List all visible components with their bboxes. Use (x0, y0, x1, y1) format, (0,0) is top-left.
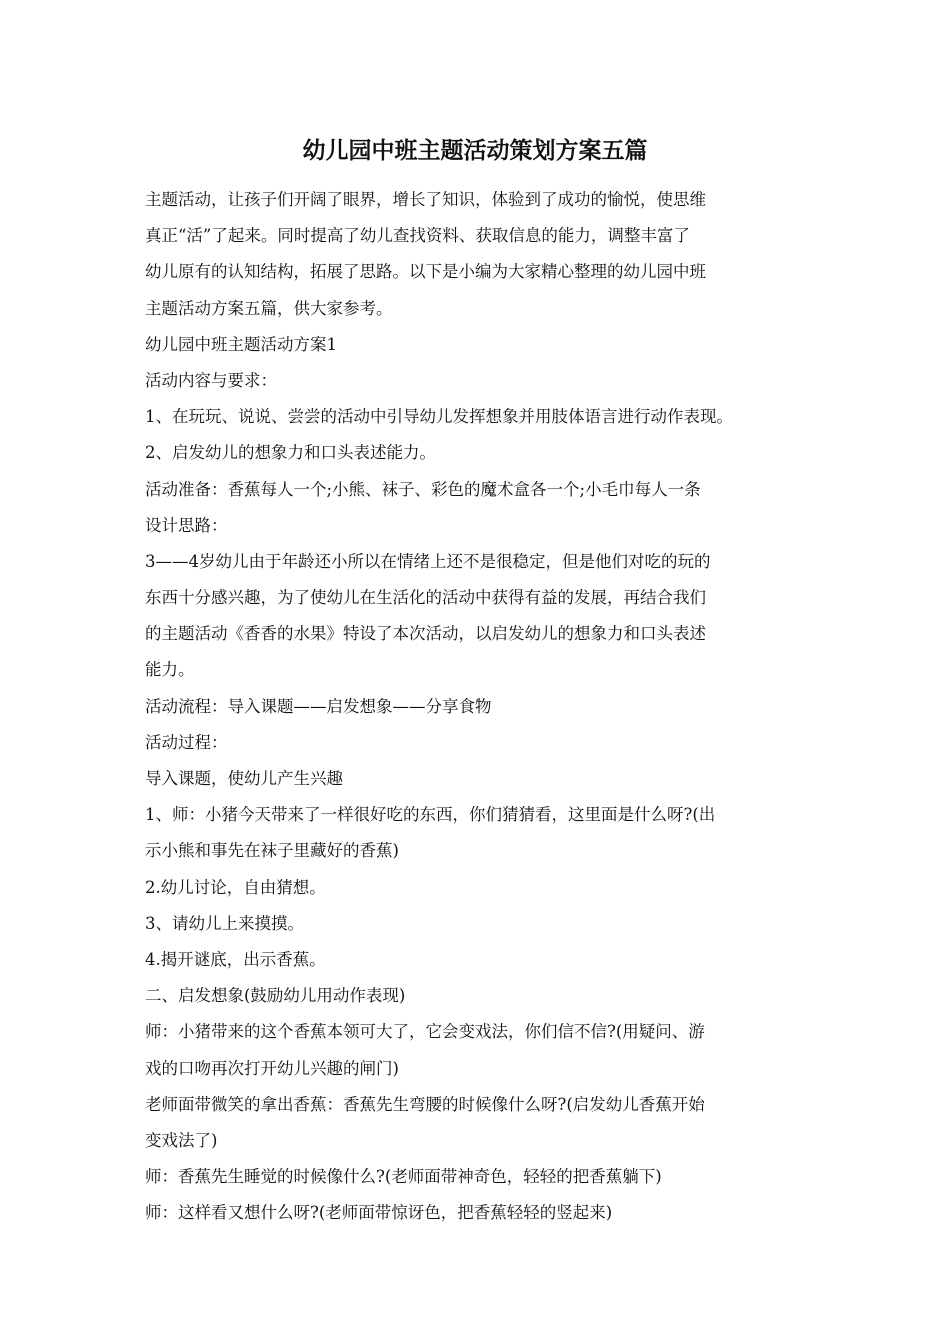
paragraph-line: 2、启发幼儿的想象力和口头表述能力。 (145, 443, 436, 463)
paragraph-line: 师：小猪带来的这个香蕉本领可大了，它会变戏法，你们信不信?(用疑问、游 (145, 1022, 705, 1042)
paragraph-line: 活动准备：香蕉每人一个;小熊、袜子、彩色的魔术盒各一个;小毛巾每人一条 (145, 479, 701, 499)
paragraph-line: 3、请幼儿上来摸摸。 (145, 913, 304, 933)
paragraph-line: 师：香蕉先生睡觉的时候像什么?(老师面带神奇色，轻轻的把香蕉躺下) (145, 1167, 662, 1187)
paragraph-line: 设计思路： (145, 515, 228, 535)
paragraph-line: 1、在玩玩、说说、尝尝的活动中引导幼儿发挥想象并用肢体语言进行动作表现。 (145, 407, 733, 427)
paragraph-line: 示小熊和事先在袜子里藏好的香蕉) (145, 841, 399, 861)
paragraph-line: 师：这样看又想什么呀?(老师面带惊讶色，把香蕉轻轻的竖起来) (145, 1203, 613, 1223)
paragraph-line: 真正“活”了起来。同时提高了幼儿查找资料、获取信息的能力，调整丰富了 (145, 226, 690, 246)
section-heading: 幼儿园中班主题活动方案1 (145, 334, 337, 354)
paragraph-line: 东西十分感兴趣，为了使幼儿在生活化的活动中获得有益的发展，再结合我们 (145, 588, 706, 608)
paragraph-line: 能力。 (145, 660, 195, 680)
paragraph-line: 导入课题，使幼儿产生兴趣 (145, 769, 343, 788)
paragraph-line: 主题活动方案五篇，供大家参考。 (145, 298, 393, 318)
paragraph-line: 二、启发想象(鼓励幼儿用动作表现) (145, 986, 406, 1006)
paragraph-line: 活动流程：导入课题——启发想象——分享食物 (145, 696, 492, 716)
page-title: 幼儿园中班主题活动策划方案五篇 (302, 137, 648, 164)
document-body (145, 182, 835, 1231)
paragraph-line: 活动内容与要求： (145, 370, 277, 390)
paragraph-line: 戏的口吻再次打开幼儿兴趣的闸门) (145, 1058, 399, 1078)
paragraph-line: 的主题活动《香香的水果》特设了本次活动，以启发幼儿的想象力和口头表述 (145, 624, 706, 644)
paragraph-line: 1、师：小猪今天带来了一样很好吃的东西，你们猜猜看，这里面是什么呀?(出 (145, 805, 716, 825)
paragraph-line: 活动过程： (145, 732, 228, 752)
paragraph-line: 4.揭开谜底，出示香蕉。 (145, 949, 326, 969)
paragraph-line: 老师面带微笑的拿出香蕉：香蕉先生弯腰的时候像什么呀?(启发幼儿香蕉开始 (145, 1094, 705, 1114)
paragraph-line: 3——4岁幼儿由于年龄还小所以在情绪上还不是很稳定，但是他们对吃的玩的 (145, 551, 711, 571)
paragraph-line: 2.幼儿讨论，自由猜想。 (145, 877, 326, 897)
paragraph-line: 幼儿原有的认知结构，拓展了思路。以下是小编为大家精心整理的幼儿园中班 (145, 262, 706, 282)
paragraph-line: 主题活动，让孩子们开阔了眼界，增长了知识，体验到了成功的愉悦，使思维 (145, 190, 706, 209)
paragraph-line: 变戏法了) (145, 1130, 218, 1150)
